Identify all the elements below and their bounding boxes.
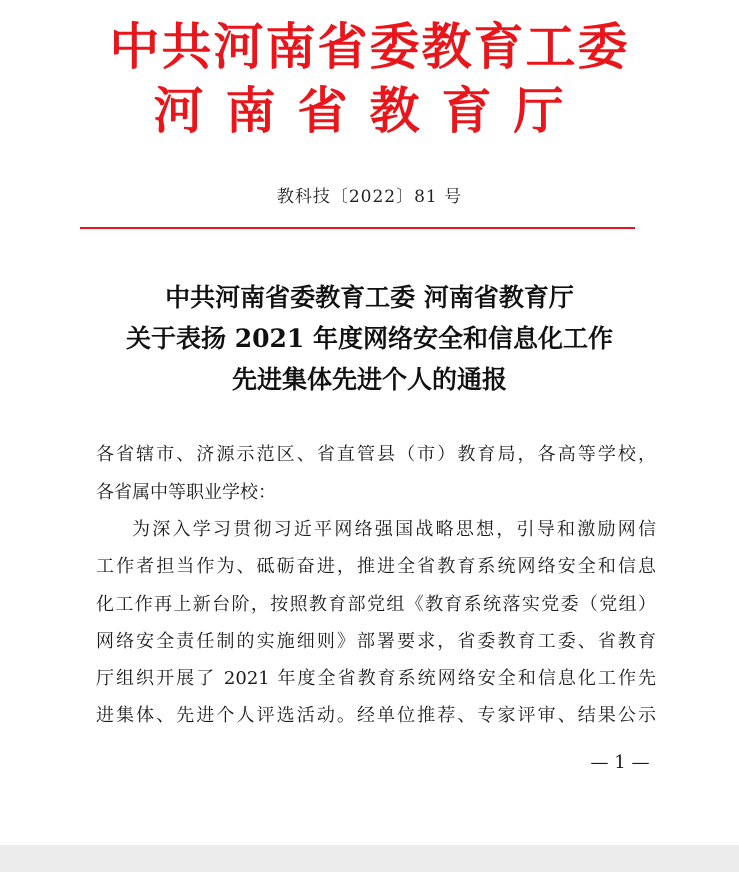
body-line: 厅组织开展了 2021 年度全省教育系统网络安全和信息化工作先 [96, 668, 656, 689]
document-title-line-2: 关于表扬 2021 年度网络安全和信息化工作 [126, 324, 613, 353]
page-number: — 1 — [590, 752, 650, 773]
document-title-line-1: 中共河南省委教育工委 河南省教育厅 [165, 283, 574, 312]
body-line: 进集体、先进个人评选活动。经单位推荐、专家评审、结果公示 [96, 705, 656, 726]
document-number: 教科技〔2022〕81 号 [276, 187, 463, 207]
issuer-header-line-1: 中共河南省委教育工委 [109, 18, 630, 76]
red-separator-line [80, 227, 635, 229]
body-line: 各省属中等职业学校： [96, 482, 276, 503]
body-line: 工作者担当作为、砥砺奋进，推进全省教育系统网络安全和信息 [96, 556, 656, 577]
body-line: 化工作再上新台阶，按照教育部党组《教育系统落实党委（党组） [96, 594, 656, 615]
document-title-line-3: 先进集体先进个人的通报 [231, 365, 507, 394]
body-line: 为深入学习贯彻习近平网络强国战略思想，引导和激励网信 [132, 519, 656, 540]
body-line: 网络安全责任制的实施细则》部署要求，省委教育工委、省教育 [96, 631, 656, 652]
body-line: 各省辖市、济源示范区、省直管县（市）教育局，各高等学校， [96, 444, 656, 465]
issuer-header-line-2: 河南省教育厅 [153, 82, 586, 140]
